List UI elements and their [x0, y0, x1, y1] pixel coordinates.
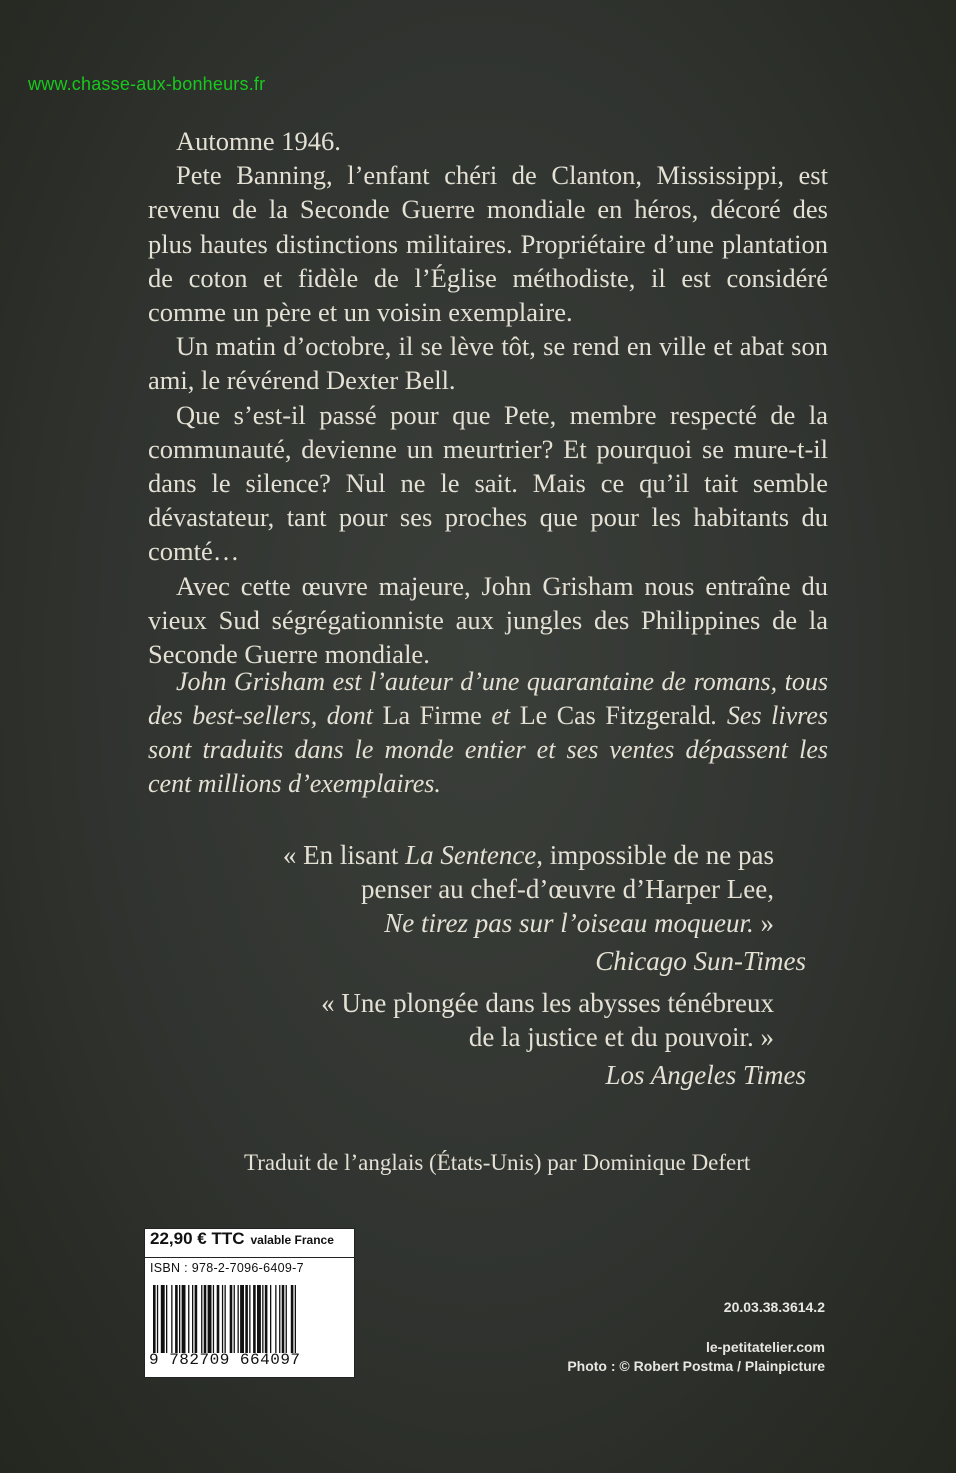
bio-text: . Ses livres sont traduits dans le monde entier et ses ventes dépassent les cent millions d’exemplaires.: [148, 701, 828, 798]
summary-paragraph: Automne 1946.: [176, 126, 341, 156]
price-row: [145, 1229, 354, 1258]
quote-source: Chicago Sun-Times: [595, 946, 806, 976]
quote-source: Los Angeles Times: [605, 1060, 806, 1090]
book-summary: [148, 124, 828, 671]
quote-line: [200, 906, 774, 940]
quoted-title: La Sentence: [405, 840, 537, 870]
quote-line: [200, 838, 774, 872]
quote-line: penser au chef-d’œuvre d’Harper Lee,: [360, 874, 774, 904]
product-code: 20.03.38.3614.2: [723, 1299, 825, 1315]
summary-paragraph: Un matin d’octobre, il se lève tôt, se rend en ville et abat son ami, le révérend Dexter Bell.: [148, 331, 828, 396]
barcode-digits: 9 782709 664097: [149, 1351, 301, 1369]
quoted-title: Ne tirez pas sur l’oiseau moqueur.: [384, 908, 754, 938]
quote-text: « En lisant: [282, 840, 406, 870]
author-bio: [148, 665, 828, 801]
bio-text: John Grisham est l’auteur d’une quarantaine de romans, tous des best-sellers, dont: [148, 667, 828, 730]
quote-line: de la justice et du pouvoir. »: [468, 1022, 774, 1052]
book-title-la-firme: La Firme: [382, 701, 482, 730]
bio-text: et: [481, 701, 520, 730]
isbn: ISBN : 978-2-7096-6409-7: [150, 1261, 304, 1275]
watermark-url[interactable]: www.chasse-aux-bonheurs.fr: [28, 74, 266, 94]
translator-credit: Traduit de l’anglais (États-Unis) par Dominique Defert: [244, 1150, 751, 1175]
quote-text: , impossible de ne pas: [536, 840, 774, 870]
price-barcode-box: [144, 1228, 355, 1378]
price-validity: valable France: [250, 1233, 334, 1247]
publisher-website[interactable]: le-petitatelier.com: [705, 1339, 825, 1355]
summary-paragraph: Pete Banning, l’enfant chéri de Clanton, Mississippi, est revenu de la Seconde Guerre mondiale en héros, décoré des plus hautes distinctions militaires. Propriétaire d’une plantation de coton et fidèle de l’Église méthodiste, il est considéré comme un père et un voisin exemplaire.: [148, 160, 828, 328]
book-title-le-cas-fitzgerald: Le Cas Fitzgerald: [519, 701, 711, 730]
press-quote-chicago: [200, 838, 806, 978]
price: 22,90 € TTC: [150, 1229, 245, 1248]
quote-text: »: [753, 908, 774, 938]
summary-paragraph: Avec cette œuvre majeure, John Grisham nous entraîne du vieux Sud ségrégationniste aux jungles des Philippines de la Seconde Guerre mondiale.: [148, 570, 828, 670]
summary-paragraph: Que s’est-il passé pour que Pete, membre respecté de la communauté, devienne un meurtrier? Et pourquoi se mure-t-il dans le silence? Nul ne le sait. Mais ce qu’il tait semble dévastateur, tant pour ses proches que pour les habitants du comté…: [148, 399, 828, 567]
quote-line: « Une plongée dans les abysses ténébreux: [321, 988, 774, 1018]
photo-credit: Photo : © Robert Postma / Plainpicture: [567, 1358, 825, 1374]
barcode-image: [151, 1285, 347, 1353]
press-quote-la-times: [200, 986, 806, 1092]
